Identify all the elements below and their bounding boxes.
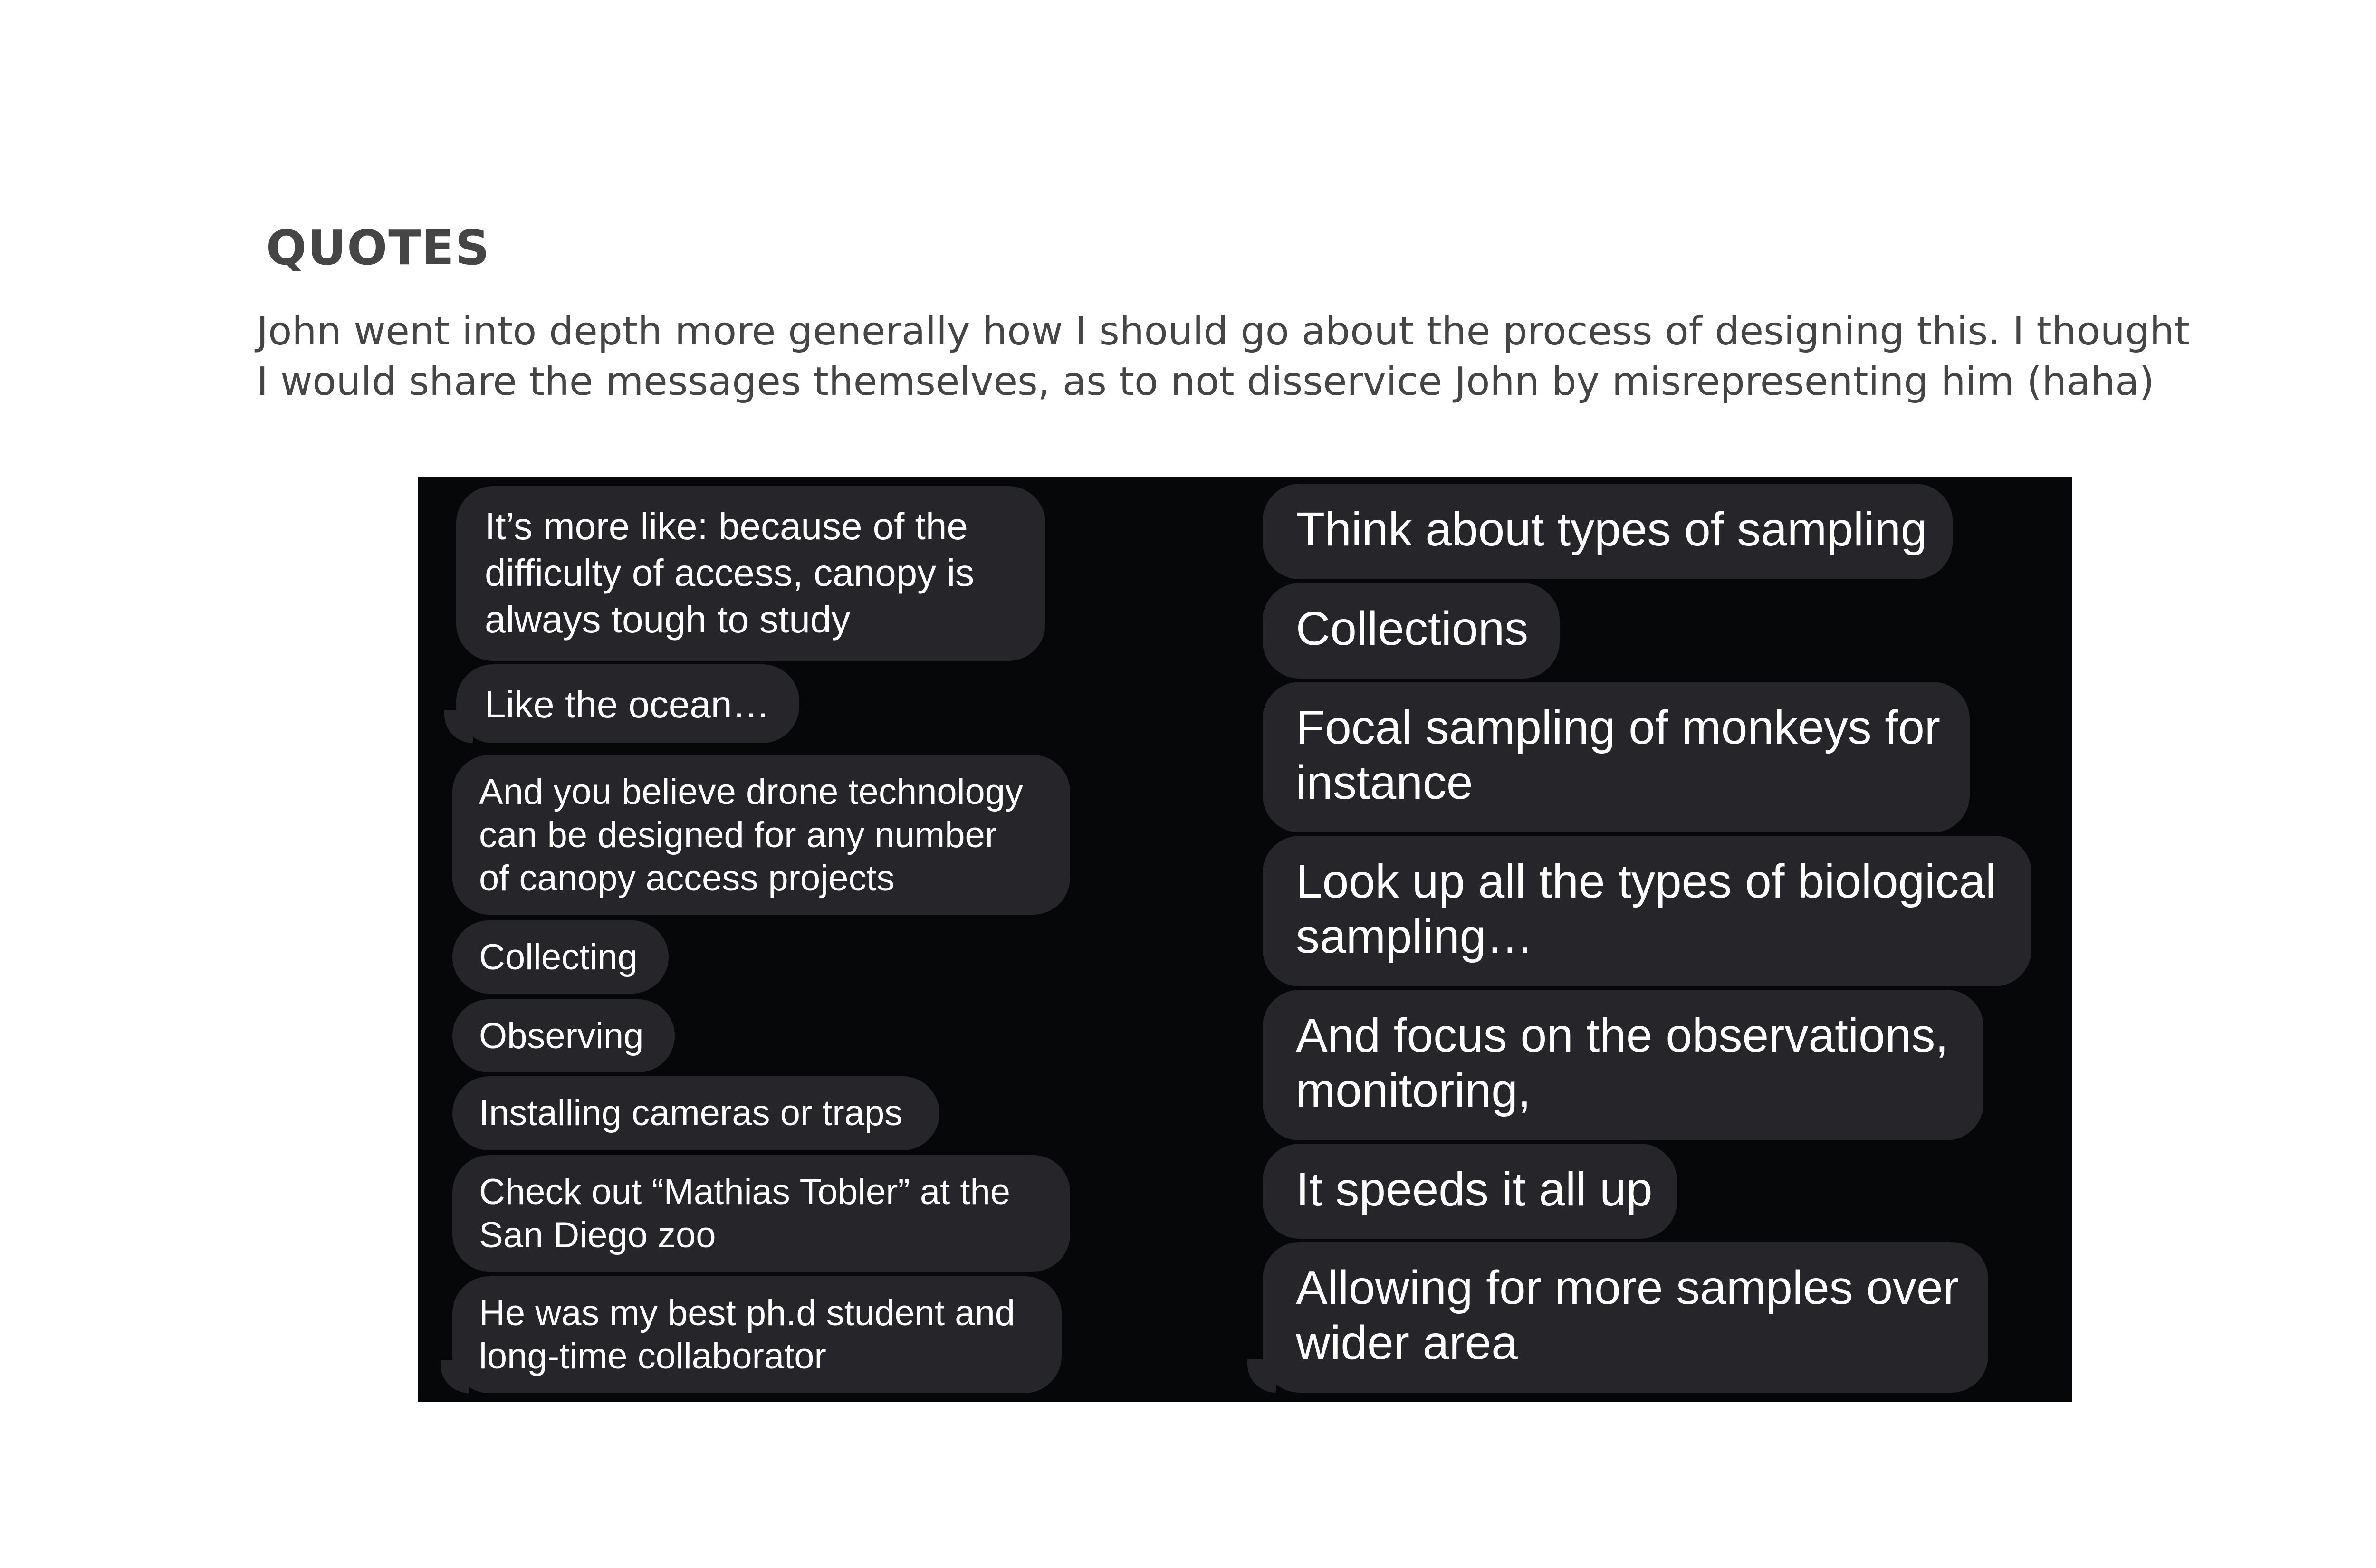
message-line: instance <box>1296 756 1473 809</box>
message-bubble <box>456 664 799 743</box>
message-bubble <box>1263 1242 1988 1393</box>
message-bubble <box>456 486 1045 661</box>
message-bubble <box>452 755 1070 915</box>
message-line: monitoring, <box>1296 1064 1531 1117</box>
message-line: sampling… <box>1296 910 1534 963</box>
message-line: always tough to study <box>485 598 851 641</box>
message-bubble <box>452 1076 939 1150</box>
message-bubble <box>1263 682 1970 832</box>
message-line: He was my best ph.d student and <box>479 1293 1015 1333</box>
message-line: Installing cameras or traps <box>479 1093 903 1133</box>
message-bubble <box>1263 836 2031 986</box>
message-line: Think about types of sampling <box>1296 503 1927 556</box>
message-bubble <box>1263 990 1983 1140</box>
message-line: Collecting <box>479 937 638 977</box>
message-line: Like the ocean… <box>485 683 770 726</box>
message-line: Collections <box>1296 602 1529 655</box>
message-bubble <box>1263 1144 1677 1239</box>
message-line: Observing <box>479 1016 644 1056</box>
message-bubble <box>1263 583 1560 679</box>
intro-line: John went into depth more generally how I should go about the process of designing this. I thought <box>257 309 2190 354</box>
message-line: San Diego zoo <box>479 1215 716 1255</box>
message-line: can be designed for any number <box>479 815 997 855</box>
message-bubble <box>452 1276 1062 1393</box>
message-line: Check out “Mathias Tobler” at the <box>479 1172 1011 1212</box>
right-conversation-screenshot <box>1217 477 2072 1402</box>
message-line: And you believe drone technology <box>479 772 1024 812</box>
message-line: Allowing for more samples over <box>1296 1261 1959 1314</box>
message-bubble <box>452 999 675 1072</box>
message-bubble <box>1263 484 1953 579</box>
message-line: wider area <box>1296 1316 1518 1369</box>
message-bubble <box>452 920 669 994</box>
message-bubble <box>452 1155 1070 1272</box>
section-heading: QUOTES <box>266 220 490 276</box>
intro-paragraph <box>257 306 2347 407</box>
left-conversation-screenshot <box>418 477 1217 1402</box>
message-line: of canopy access projects <box>479 858 895 899</box>
message-line: difficulty of access, canopy is <box>485 552 975 594</box>
message-line: long-time collaborator <box>479 1336 826 1377</box>
intro-line: I would share the messages themselves, as to not disservice John by misrepresenting him (haha) <box>257 359 2155 404</box>
message-line: Focal sampling of monkeys for <box>1296 701 1941 754</box>
message-line: And focus on the observations, <box>1296 1009 1949 1062</box>
message-line: It’s more like: because of the <box>485 505 968 547</box>
message-line: Look up all the types of biological <box>1296 855 1996 908</box>
message-line: It speeds it all up <box>1296 1163 1653 1216</box>
